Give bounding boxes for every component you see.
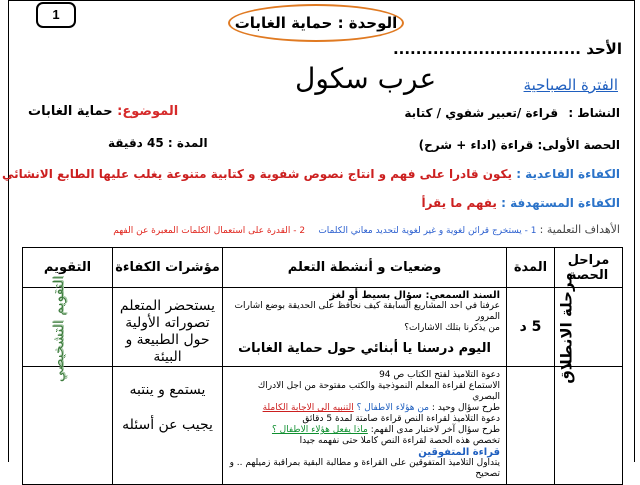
situation-line: تخصص هذه الحصة لقراءة النص كاملا حتى نفهمه جيدا — [299, 436, 500, 446]
session-line: الحصة الأولى: قراءة (اداء + شرح) — [418, 138, 620, 152]
table-row — [23, 367, 623, 485]
question-text: ماذا يفعل هؤلاء الاطفال ؟ — [271, 425, 368, 435]
stage-cell — [555, 367, 623, 485]
header-duration: المدة — [507, 248, 555, 288]
duration-cell: 5 د — [507, 288, 555, 367]
evaluation-diagnostic: التقويم التشخيصي — [50, 275, 67, 382]
header-situations: وضعيات و أنشطة التعلم — [223, 248, 507, 288]
target-competence-label: الكفاءة المستهدفة : — [501, 196, 620, 210]
situation-line: عرفنا في احد المشاريع السابقة كيف نحافظ على الحديقة بوضع اشارات المرور — [234, 301, 500, 322]
header-indicators: مؤشرات الكفاءة — [113, 248, 223, 288]
question-note: التنبيه الى الاجابة الكاملة — [262, 403, 354, 413]
activity-value: قراءة /تعبير شفوي / كتابة — [404, 106, 559, 120]
question-intro: طرح سؤال وحيد : — [429, 403, 500, 413]
period-label: الفترة الصباحية — [523, 76, 618, 94]
question-text: من هؤلاء الاطفال ؟ — [356, 403, 429, 413]
objective-1: 1 - يستخرج قرائن لغوية و غير لغوية لتحديد معاني الكلمات — [318, 226, 537, 236]
situation-line: يتداول التلاميذ المتفوقين على القراءة و مطالبة البقية بمراقبة زميلهم .. و تصحيح — [229, 458, 500, 479]
brand-name: عرب سكول — [295, 62, 437, 95]
lesson-table — [22, 247, 623, 485]
target-competence — [421, 196, 620, 210]
topic-line — [28, 104, 178, 119]
situation-line — [229, 403, 500, 414]
page-number: 1 — [36, 2, 76, 28]
duration-cell — [507, 367, 555, 485]
unit-title: الوحدة : حماية الغابات — [228, 4, 404, 42]
objective-2: 2 - القدرة على استعمال الكلمات المعبرة عن الفهم — [113, 226, 306, 236]
learning-objectives — [113, 223, 620, 236]
header-stage: مراحل الحصة — [555, 248, 623, 288]
evaluation-cell — [23, 367, 113, 485]
activity-line — [404, 106, 620, 120]
evaluation-cell — [23, 275, 113, 382]
header-evaluation: التقويم — [23, 248, 113, 288]
situation-cell — [223, 367, 507, 485]
situation-line: الاستماع لقراءة المعلم النموذجية والكتب مفتوحة من اجل الادراك البصري — [257, 381, 500, 402]
question-intro: طرح سؤال آخر لاختبار مدى الفهم: — [367, 425, 500, 435]
indicator-item: يستمع و ينتبه — [129, 382, 206, 398]
situation-line — [229, 425, 500, 436]
stage-launch: مرحلة الانطلاق — [557, 271, 576, 384]
day-line: الأحد ................................. — [392, 40, 622, 58]
situation-line: من يذكرنا بتلك الاشارات؟ — [404, 323, 500, 333]
situation-line: دعوة التلاميذ لقراءة النص قراءة صامتة لمدة 5 دقائق — [302, 414, 500, 424]
situation-main-statement: اليوم درسنا يا أبنائي حول حماية الغابات — [238, 341, 491, 356]
situation-heading: السند السمعي: سؤال بسيط أو لغز — [329, 290, 500, 301]
table-row — [23, 288, 623, 367]
base-competence — [2, 167, 620, 181]
activity-label: النشاط : — [568, 106, 620, 120]
stage-cell — [555, 271, 623, 384]
situation-cell — [223, 288, 507, 367]
indicator-item: يجيب عن أسئله — [122, 417, 213, 433]
situation-line: دعوة التلاميذ لفتح الكتاب ص 94 — [379, 370, 500, 380]
topic-value: حماية الغابات — [28, 104, 113, 119]
indicator-cell — [113, 367, 223, 485]
table-header-row — [23, 248, 623, 288]
target-competence-value: يفهم ما يقرأ — [421, 196, 497, 210]
base-competence-label: الكفاءة القاعدية : — [516, 167, 620, 181]
duration-line: المدة : 45 دقيقة — [108, 136, 208, 150]
objectives-label: الأهداف التعلمية : — [539, 223, 620, 236]
topic-label: الموضوع: — [117, 104, 179, 119]
base-competence-value: يكون قادرا على فهم و انتاج نصوص شفوية و كتابية متنوعة يغلب عليها الطابع الانشائي — [1, 167, 513, 181]
indicator-cell: يستحضر المتعلم تصوراته الأولية حول الطبيعة و البيئة — [113, 288, 223, 367]
situation-subheading: قراءة المتفوقين — [418, 447, 500, 458]
